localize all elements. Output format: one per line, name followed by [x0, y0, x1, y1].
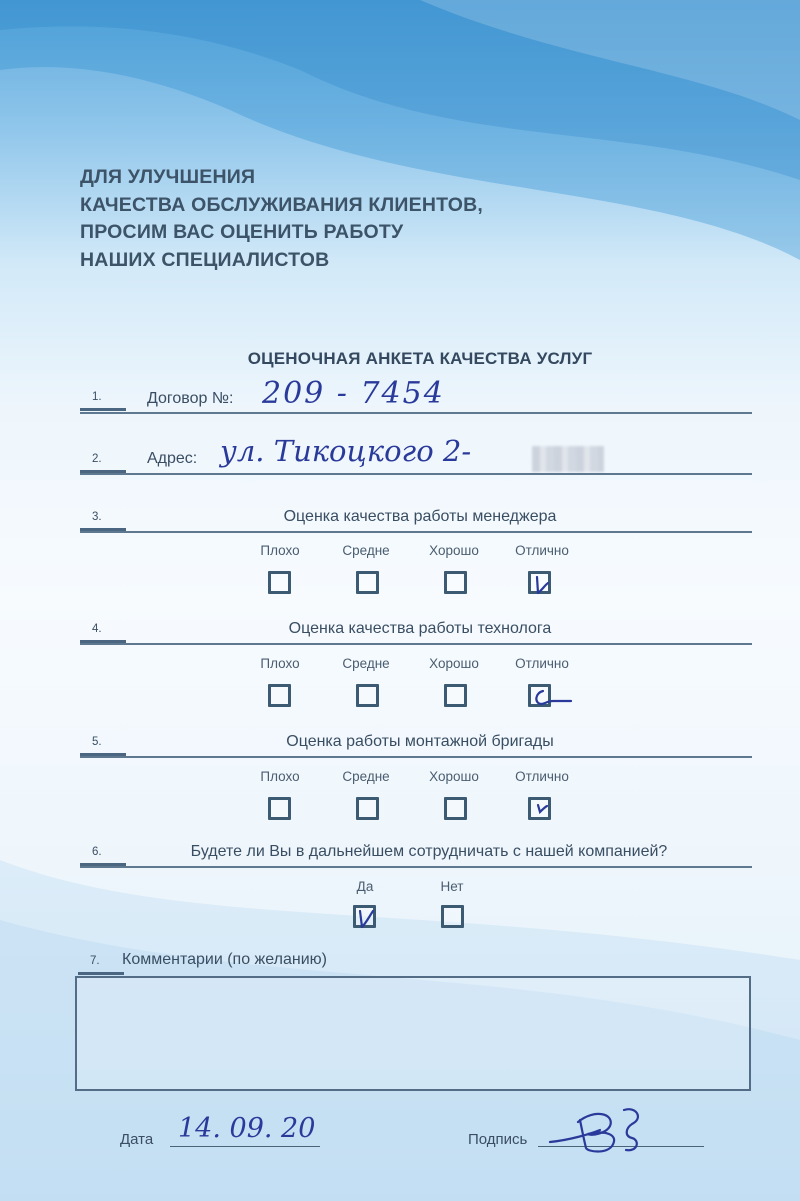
cooperation-checkbox-yes[interactable] [353, 905, 376, 928]
date-label: Дата [120, 1131, 154, 1148]
contract-number-field[interactable]: 209 - 7454 [262, 376, 445, 411]
header-line-1: ДЛЯ УЛУЧШЕНИЯ [80, 166, 256, 188]
installation-underline [80, 756, 752, 758]
installation-option-label-excellent: Отлично [515, 769, 569, 784]
header-line-2: КАЧЕСТВА ОБСЛУЖИВАНИЯ КЛИЕНТОВ, [80, 193, 484, 216]
installation-checkbox-good[interactable] [444, 797, 467, 820]
technologist-option-label-average: Средне [342, 656, 390, 671]
question-number-5: 5. [92, 736, 128, 748]
checkmark-icon [531, 687, 554, 710]
installation-option-label-good: Хорошо [429, 769, 479, 784]
address-underline [80, 473, 752, 475]
manager-checkbox-bad[interactable] [268, 571, 291, 594]
manager-option-label-bad: Плохо [260, 543, 300, 558]
technologist-checkbox-bad[interactable] [268, 684, 291, 707]
question-number-7: 7. [90, 955, 126, 967]
comments-textarea[interactable] [75, 976, 751, 1091]
cooperation-question-title: Будете ли Вы в дальнейшем сотрудничать с нашей компанией? [190, 843, 668, 860]
question-number-3: 3. [92, 511, 128, 523]
question-number-1: 1. [92, 391, 128, 403]
manager-checkbox-good[interactable] [444, 571, 467, 594]
installation-checkbox-average[interactable] [356, 797, 379, 820]
contract-underline [80, 412, 752, 414]
checkmark-icon [356, 908, 379, 931]
technologist-option-label-excellent: Отлично [515, 656, 569, 671]
installation-option-label-bad: Плохо [260, 769, 300, 784]
contract-label: Договор №: [147, 390, 234, 407]
header-line-4: НАШИХ СПЕЦИАЛИСТОВ [80, 248, 330, 271]
page-header [80, 164, 640, 274]
question-number-2: 2. [92, 453, 128, 465]
cooperation-underline [80, 866, 752, 868]
cooperation-option-label-yes: Да [356, 879, 374, 894]
handwritten-signature[interactable] [540, 1100, 670, 1160]
cooperation-checkbox-no[interactable] [441, 905, 464, 928]
address-label: Адрес: [147, 450, 198, 467]
technologist-checkbox-excellent[interactable] [528, 684, 551, 707]
manager-rating-title: Оценка качества работы менеджера [283, 508, 557, 525]
technologist-underline [80, 643, 752, 645]
technologist-option-label-bad: Плохо [260, 656, 300, 671]
technologist-option-label-good: Хорошо [429, 656, 479, 671]
date-underline [170, 1146, 320, 1147]
cooperation-option-label-no: Нет [440, 879, 464, 894]
date-field[interactable]: 14. 09. 20 [178, 1113, 316, 1144]
redacted-address-blur [532, 446, 604, 472]
manager-checkbox-excellent[interactable] [528, 571, 551, 594]
installation-rating-title: Оценка работы монтажной бригады [286, 733, 554, 750]
technologist-rating-title: Оценка качества работы технолога [288, 620, 552, 637]
manager-checkbox-average[interactable] [356, 571, 379, 594]
question-number-4: 4. [92, 623, 128, 635]
header-line-3: ПРОСИМ ВАС ОЦЕНИТЬ РАБОТУ [80, 221, 404, 243]
question-number-6: 6. [92, 846, 128, 858]
manager-underline [80, 531, 752, 533]
signature-label: Подпись [468, 1131, 528, 1148]
checkmark-icon [531, 574, 554, 597]
checkmark-icon [531, 800, 554, 823]
form-title: ОЦЕНОЧНАЯ АНКЕТА КАЧЕСТВА УСЛУГ [247, 349, 593, 368]
manager-option-label-excellent: Отлично [515, 543, 569, 558]
technologist-checkbox-average[interactable] [356, 684, 379, 707]
installation-option-label-average: Средне [342, 769, 390, 784]
comments-label: Комментарии (по желанию) [122, 951, 327, 968]
manager-option-label-good: Хорошо [429, 543, 479, 558]
installation-checkbox-bad[interactable] [268, 797, 291, 820]
manager-option-label-average: Средне [342, 543, 390, 558]
installation-checkbox-excellent[interactable] [528, 797, 551, 820]
address-field[interactable]: ул. Тикоцкого 2- [220, 434, 472, 468]
technologist-checkbox-good[interactable] [444, 684, 467, 707]
